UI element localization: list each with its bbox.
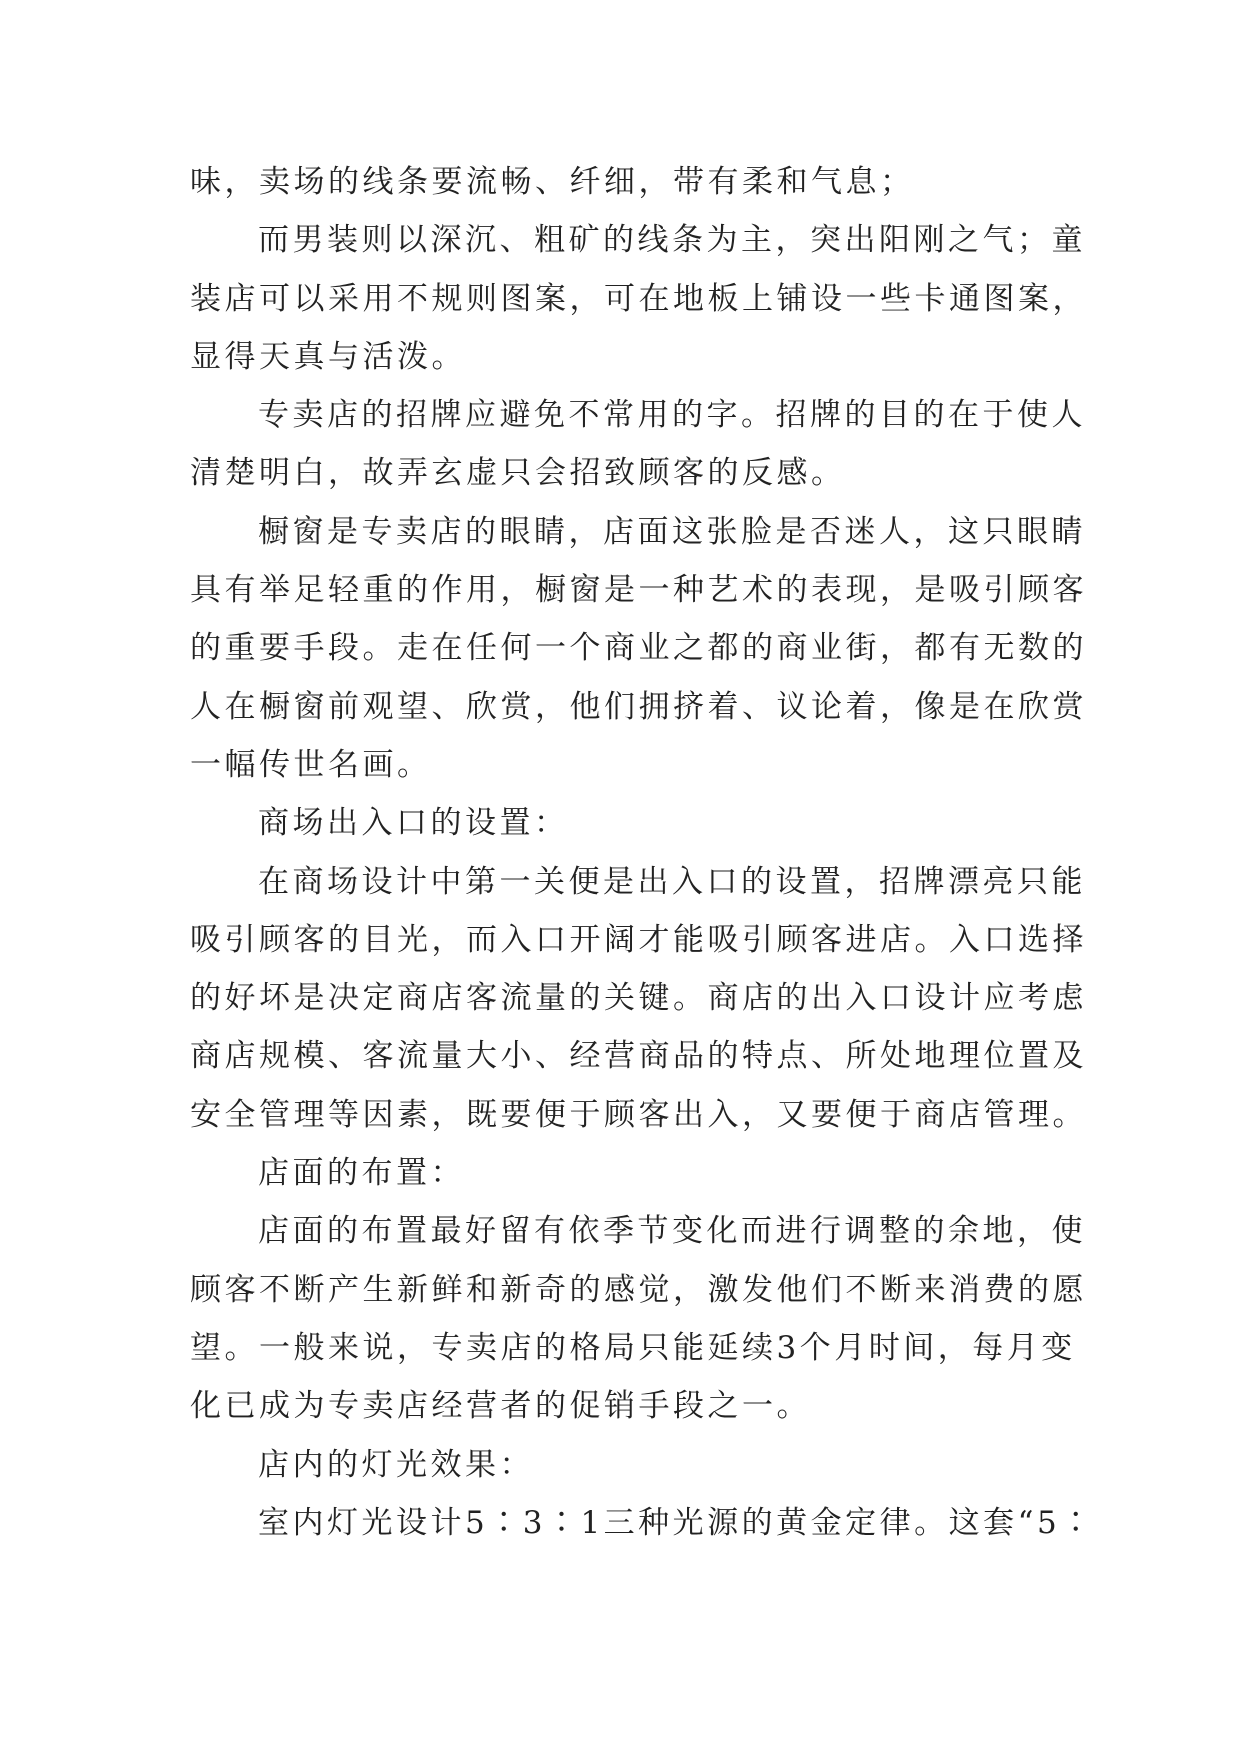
section-heading: 店面的布置：: [258, 1155, 465, 1192]
text-line: 味，卖场的线条要流畅、纤细，带有柔和气息；: [190, 164, 915, 200]
text-line: 专卖店的招牌应避免不常用的字。招牌的目的在于使人: [258, 397, 1086, 434]
text-line: 具有举足轻重的作用，橱窗是一种艺术的表现，是吸引顾客: [190, 572, 1087, 609]
text-line: 室内灯光设计5∶3∶1三种光源的黄金定律。这套“5∶: [258, 1504, 1095, 1541]
text-line: 人在橱窗前观望、欣赏，他们拥挤着、议论着，像是在欣赏: [190, 688, 1087, 725]
text-line: 清楚明白，故弄玄虚只会招致顾客的反感。: [190, 455, 846, 492]
text-line: 化已成为专卖店经营者的促销手段之一。: [190, 1388, 811, 1425]
text-line: 店面的布置最好留有依季节变化而进行调整的余地，使: [258, 1213, 1086, 1250]
text-line: 一幅传世名画。: [190, 746, 432, 783]
text-line: 的重要手段。走在任何一个商业之都的商业街，都有无数的: [190, 630, 1087, 667]
text-line: 安全管理等因素，既要便于顾客出入，又要便于商店管理。: [190, 1096, 1087, 1133]
text-line: 望。一般来说，专卖店的格局只能延续3个月时间，每月变: [190, 1329, 1076, 1366]
text-line: 吸引顾客的目光，而入口开阔才能吸引顾客进店。入口选择: [190, 921, 1087, 958]
text-line: 的好坏是决定商店客流量的关键。商店的出入口设计应考虑: [190, 980, 1087, 1017]
text-line: 而男装则以深沉、粗矿的线条为主，突出阳刚之气；童: [258, 222, 1086, 259]
section-heading: 店内的灯光效果：: [258, 1446, 534, 1483]
text-line: 显得天真与活泼。: [190, 338, 466, 375]
section-heading: 商场出入口的设置：: [258, 805, 569, 842]
text-line: 顾客不断产生新鲜和新奇的感觉，激发他们不断来消费的愿: [190, 1271, 1087, 1308]
body-text: [190, 153, 1095, 1552]
text-line: 商店规模、客流量大小、经营商品的特点、所处地理位置及: [190, 1038, 1087, 1075]
text-line: 装店可以采用不规则图案，可在地板上铺设一些卡通图案，: [190, 280, 1087, 317]
text-line: 在商场设计中第一关便是出入口的设置，招牌漂亮只能: [258, 863, 1086, 900]
text-line: 橱窗是专卖店的眼睛，店面这张脸是否迷人，这只眼睛: [258, 513, 1086, 550]
